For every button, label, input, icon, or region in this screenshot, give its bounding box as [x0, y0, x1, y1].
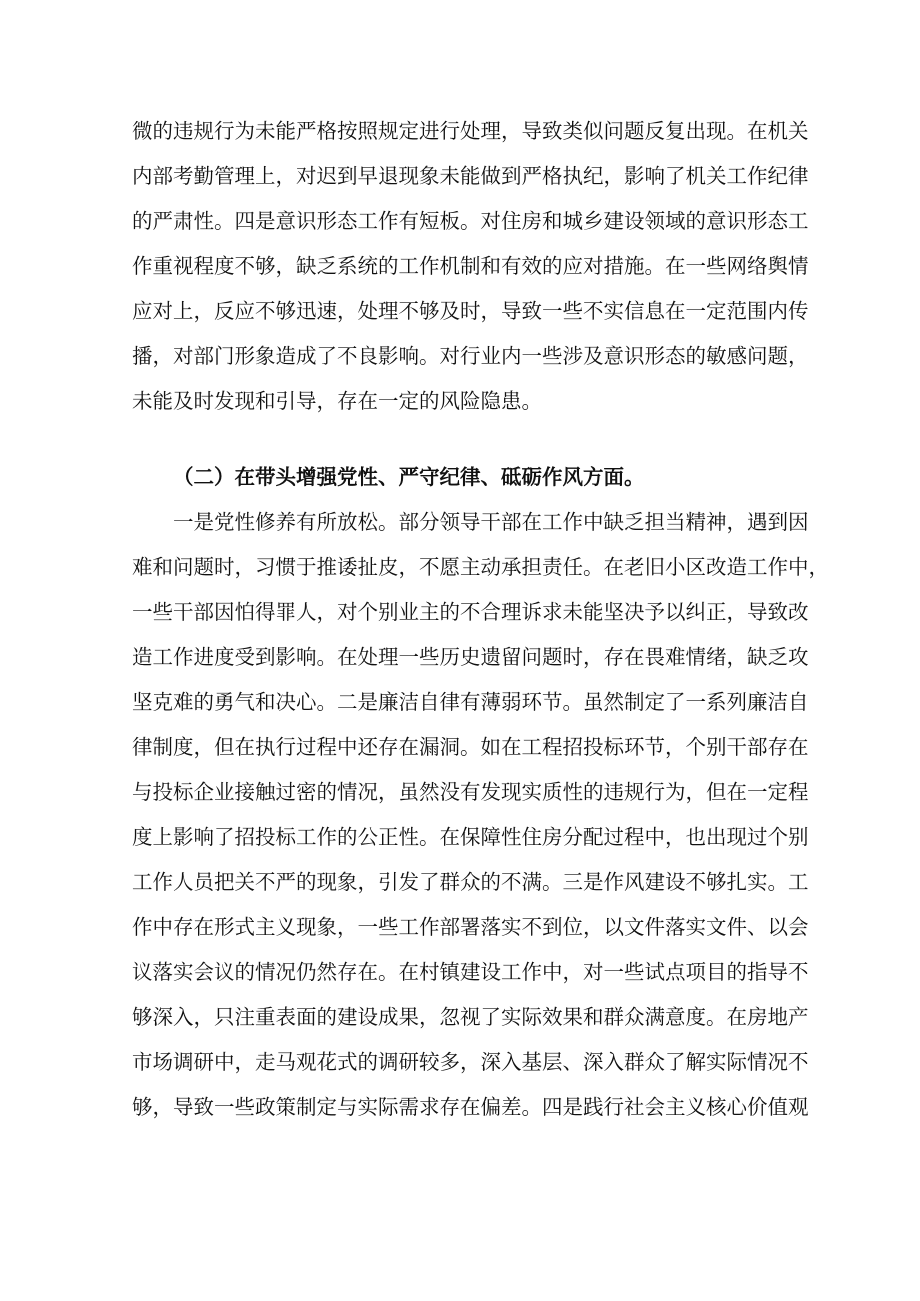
paragraph-continued — [132, 109, 809, 424]
paragraph-line: 造工作进度受到影响。在处理一些历史遗留问题时，存在畏难情绪，缺乏攻 — [132, 645, 809, 669]
paragraph-line: 议落实会议的情况仍然存在。在村镇建设工作中，对一些试点项目的指导不 — [132, 960, 809, 984]
paragraph-line: 未能及时发现和引导，存在一定的风险隐患。 — [132, 389, 542, 413]
paragraph-line: 度上影响了招投标工作的公正性。在保障性住房分配过程中，也出现过个别 — [132, 825, 809, 849]
paragraph-line: 市场调研中，走马观花式的调研较多，深入基层、深入群众了解实际情况不 — [132, 1050, 809, 1074]
paragraph-line: 的严肃性。四是意识形态工作有短板。对住房和城乡建设领域的意识形态工 — [132, 209, 809, 233]
paragraph-line: 一些干部因怕得罪人，对个别业主的不合理诉求未能坚决予以纠正，导致改 — [132, 600, 809, 624]
paragraph-line: 播，对部门形象造成了不良影响。对行业内一些涉及意识形态的敏感问题， — [132, 344, 809, 368]
paragraph-line: 内部考勤管理上，对迟到早退现象未能做到严格执纪，影响了机关工作纪律 — [132, 164, 809, 188]
section-heading-block — [132, 455, 792, 500]
paragraph-line: 够深入，只注重表面的建设成果，忽视了实际效果和群众满意度。在房地产 — [132, 1005, 809, 1029]
paragraph-line: 工作人员把关不严的现象，引发了群众的不满。三是作风建设不够扎实。工 — [132, 870, 809, 894]
section-heading: （二）在带头增强党性、严守纪律、砥砺作风方面。 — [173, 465, 645, 489]
paragraph-line: 微的违规行为未能严格按照规定进行处理，导致类似问题反复出现。在机关 — [132, 119, 809, 143]
paragraph-line: 作中存在形式主义现象，一些工作部署落实不到位，以文件落实文件、以会 — [132, 915, 809, 939]
paragraph-line: 律制度，但在执行过程中还存在漏洞。如在工程招投标环节，个别干部存在 — [132, 735, 809, 759]
paragraph-line: 够，导致一些政策制定与实际需求存在偏差。四是践行社会主义核心价值观 — [132, 1095, 809, 1119]
paragraph-line: 坚克难的勇气和决心。二是廉洁自律有薄弱环节。虽然制定了一系列廉洁自 — [132, 690, 809, 714]
paragraph-party-spirit — [132, 500, 829, 1130]
paragraph-line: 应对上，反应不够迅速，处理不够及时，导致一些不实信息在一定范围内传 — [132, 299, 809, 323]
paragraph-line-indented: 一是党性修养有所放松。部分领导干部在工作中缺乏担当精神，遇到因 — [173, 510, 809, 534]
paragraph-line: 作重视程度不够，缺乏系统的工作机制和有效的应对措施。在一些网络舆情 — [132, 254, 809, 278]
paragraph-line: 与投标企业接触过密的情况，虽然没有发现实质性的违规行为，但在一定程 — [132, 780, 809, 804]
paragraph-line: 难和问题时，习惯于推诿扯皮，不愿主动承担责任。在老旧小区改造工作中， — [132, 555, 829, 579]
